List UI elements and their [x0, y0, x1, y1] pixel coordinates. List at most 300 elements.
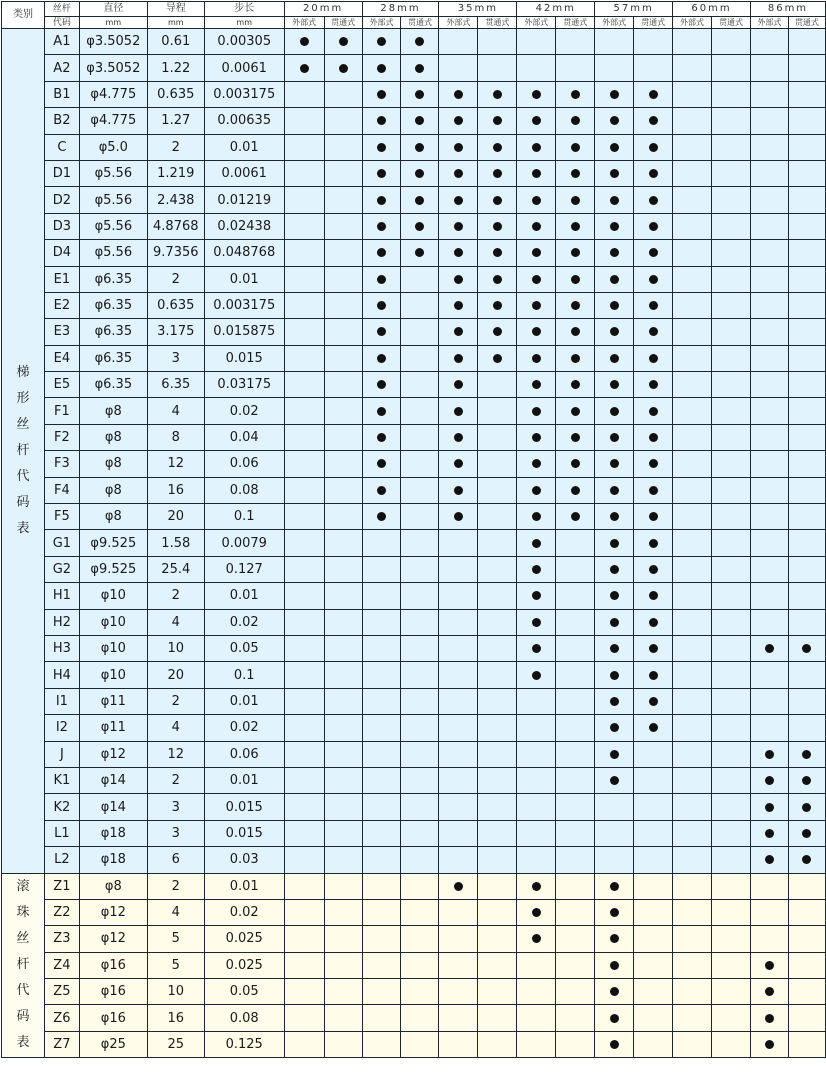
compat-cell	[634, 530, 673, 556]
compat-cell	[673, 292, 712, 318]
cell-code: F5	[44, 504, 79, 530]
compat-cell	[284, 1005, 324, 1031]
cell-step: 0.01	[204, 767, 284, 793]
compat-cell	[478, 29, 517, 55]
dot-icon	[610, 380, 619, 389]
dot-icon	[571, 248, 580, 257]
cell-step: 0.015	[204, 345, 284, 371]
compat-cell	[788, 899, 825, 925]
compat-cell	[362, 1005, 401, 1031]
compat-cell	[324, 873, 362, 899]
compat-cell	[711, 504, 750, 530]
compat-cell	[401, 715, 439, 741]
compat-cell	[401, 345, 439, 371]
compat-cell	[556, 688, 595, 714]
dot-icon	[765, 750, 774, 759]
compat-cell	[439, 266, 478, 292]
header-lead: 导程	[147, 2, 204, 17]
cell-step: 0.125	[204, 1031, 284, 1057]
dot-icon	[610, 433, 619, 442]
cell-lead: 4	[147, 899, 204, 925]
dot-icon	[649, 275, 658, 284]
dot-icon	[610, 961, 619, 970]
compat-cell	[401, 372, 439, 398]
dot-icon	[377, 407, 386, 416]
dot-icon	[377, 275, 386, 284]
compat-cell	[517, 240, 556, 266]
compat-cell	[788, 240, 825, 266]
compat-cell	[324, 1005, 362, 1031]
compat-cell	[788, 583, 825, 609]
compat-cell	[284, 345, 324, 371]
cell-code: G1	[44, 530, 79, 556]
compat-cell	[634, 556, 673, 582]
table-row	[2, 767, 826, 793]
compat-cell	[595, 873, 634, 899]
compat-cell	[517, 504, 556, 530]
compat-cell	[556, 477, 595, 503]
compat-cell	[284, 398, 324, 424]
compat-cell	[673, 952, 712, 978]
compat-cell	[362, 266, 401, 292]
compat-cell	[284, 767, 324, 793]
cell-code: H4	[44, 662, 79, 688]
dot-icon	[493, 143, 502, 152]
compat-cell	[595, 345, 634, 371]
cell-lead: 4	[147, 398, 204, 424]
dot-icon	[649, 380, 658, 389]
compat-cell	[711, 820, 750, 846]
table-row	[2, 1031, 826, 1057]
dot-icon	[493, 116, 502, 125]
compat-cell	[750, 213, 788, 239]
cell-lead: 3.175	[147, 319, 204, 345]
cell-code: E1	[44, 266, 79, 292]
cell-lead: 5	[147, 952, 204, 978]
compat-cell	[711, 767, 750, 793]
dot-icon	[765, 987, 774, 996]
category-text: 梯形丝杆代码表	[16, 364, 30, 536]
compat-cell	[401, 979, 439, 1005]
dot-icon	[610, 776, 619, 785]
dot-icon	[802, 644, 811, 653]
cell-step: 0.03175	[204, 372, 284, 398]
cell-step: 0.0079	[204, 530, 284, 556]
dot-icon	[532, 459, 541, 468]
compat-cell	[517, 1005, 556, 1031]
cell-lead: 8	[147, 424, 204, 450]
compat-cell	[284, 292, 324, 318]
cell-code: H3	[44, 635, 79, 661]
compat-cell	[595, 55, 634, 81]
compat-cell	[478, 662, 517, 688]
dot-icon	[649, 116, 658, 125]
compat-cell	[478, 81, 517, 107]
compat-cell	[517, 926, 556, 952]
dot-icon	[415, 64, 424, 73]
cell-step: 0.015	[204, 820, 284, 846]
dot-icon	[532, 486, 541, 495]
table-row	[2, 609, 826, 635]
compat-cell	[401, 29, 439, 55]
compat-cell	[517, 55, 556, 81]
compat-cell	[634, 160, 673, 186]
compat-cell	[788, 504, 825, 530]
compat-cell	[324, 292, 362, 318]
compat-cell	[362, 926, 401, 952]
cell-lead: 1.219	[147, 160, 204, 186]
dot-icon	[571, 354, 580, 363]
cell-step: 0.00305	[204, 29, 284, 55]
compat-cell	[634, 240, 673, 266]
compat-cell	[750, 899, 788, 925]
compat-cell	[284, 794, 324, 820]
header-size-28: 28mm	[362, 2, 439, 17]
table-row	[2, 266, 826, 292]
compat-cell	[556, 899, 595, 925]
compat-cell	[284, 266, 324, 292]
compat-cell	[517, 451, 556, 477]
compat-cell	[788, 424, 825, 450]
compat-cell	[750, 55, 788, 81]
compat-cell	[556, 160, 595, 186]
compat-cell	[362, 899, 401, 925]
compat-cell	[284, 952, 324, 978]
dot-icon	[415, 196, 424, 205]
compat-cell	[401, 635, 439, 661]
header-60-external: 外部式	[673, 17, 712, 29]
compat-cell	[673, 1005, 712, 1031]
compat-cell	[439, 451, 478, 477]
compat-cell	[595, 741, 634, 767]
compat-cell	[401, 451, 439, 477]
compat-cell	[478, 108, 517, 134]
compat-cell	[673, 688, 712, 714]
compat-cell	[439, 213, 478, 239]
compat-cell	[362, 134, 401, 160]
compat-cell	[595, 979, 634, 1005]
compat-cell	[750, 530, 788, 556]
compat-cell	[634, 1005, 673, 1031]
compat-cell	[439, 29, 478, 55]
compat-cell	[750, 556, 788, 582]
compat-cell	[750, 609, 788, 635]
compat-cell	[711, 583, 750, 609]
compat-cell	[595, 583, 634, 609]
compat-cell	[788, 979, 825, 1005]
compat-cell	[788, 372, 825, 398]
compat-cell	[517, 952, 556, 978]
compat-cell	[556, 319, 595, 345]
compat-cell	[750, 160, 788, 186]
dot-icon	[415, 222, 424, 231]
compat-cell	[711, 979, 750, 1005]
table-row	[2, 319, 826, 345]
dot-icon	[377, 222, 386, 231]
dot-icon	[415, 116, 424, 125]
dot-icon	[610, 882, 619, 891]
compat-cell	[788, 108, 825, 134]
dot-icon	[610, 301, 619, 310]
compat-cell	[556, 372, 595, 398]
compat-cell	[284, 477, 324, 503]
table-row	[2, 794, 826, 820]
compat-cell	[673, 899, 712, 925]
compat-cell	[324, 820, 362, 846]
compat-cell	[750, 29, 788, 55]
compat-cell	[401, 820, 439, 846]
compat-cell	[324, 926, 362, 952]
compat-cell	[750, 688, 788, 714]
compat-cell	[478, 741, 517, 767]
compat-cell	[439, 952, 478, 978]
cell-lead: 2	[147, 688, 204, 714]
cell-step: 0.127	[204, 556, 284, 582]
compat-cell	[324, 979, 362, 1005]
compat-cell	[556, 134, 595, 160]
compat-cell	[439, 55, 478, 81]
dot-icon	[454, 196, 463, 205]
dot-icon	[377, 486, 386, 495]
dot-icon	[377, 380, 386, 389]
dot-icon	[454, 275, 463, 284]
compat-cell	[673, 1031, 712, 1057]
compat-cell	[750, 952, 788, 978]
dot-icon	[532, 116, 541, 125]
compat-cell	[788, 266, 825, 292]
dot-icon	[610, 90, 619, 99]
compat-cell	[517, 134, 556, 160]
compat-cell	[673, 477, 712, 503]
compat-cell	[711, 134, 750, 160]
compat-cell	[324, 134, 362, 160]
dot-icon	[532, 591, 541, 600]
dot-icon	[649, 222, 658, 231]
compat-cell	[556, 345, 595, 371]
dot-icon	[532, 143, 541, 152]
compat-cell	[711, 81, 750, 107]
compat-cell	[634, 979, 673, 1005]
dot-icon	[649, 90, 658, 99]
table-row	[2, 372, 826, 398]
header-35-through: 贯通式	[478, 17, 517, 29]
dot-icon	[493, 248, 502, 257]
compat-cell	[362, 635, 401, 661]
compat-cell	[711, 952, 750, 978]
compat-cell	[556, 81, 595, 107]
cell-diameter: φ5.56	[79, 240, 147, 266]
compat-cell	[595, 398, 634, 424]
compat-cell	[750, 873, 788, 899]
compat-cell	[324, 635, 362, 661]
cell-step: 0.02	[204, 609, 284, 635]
compat-cell	[517, 372, 556, 398]
compat-cell	[284, 715, 324, 741]
cell-lead: 6.35	[147, 372, 204, 398]
compat-cell	[711, 319, 750, 345]
dot-icon	[454, 512, 463, 521]
compat-cell	[788, 1031, 825, 1057]
dot-icon	[454, 486, 463, 495]
compat-cell	[284, 662, 324, 688]
dot-icon	[765, 829, 774, 838]
compat-cell	[556, 530, 595, 556]
compat-cell	[711, 213, 750, 239]
compat-cell	[750, 820, 788, 846]
compat-cell	[788, 187, 825, 213]
dot-icon	[610, 327, 619, 336]
compat-cell	[595, 926, 634, 952]
table-row	[2, 715, 826, 741]
dot-icon	[571, 433, 580, 442]
compat-cell	[711, 187, 750, 213]
cell-lead: 12	[147, 741, 204, 767]
compat-cell	[673, 609, 712, 635]
cell-lead: 6	[147, 847, 204, 873]
compat-cell	[517, 873, 556, 899]
dot-icon	[454, 301, 463, 310]
compat-cell	[595, 1031, 634, 1057]
dot-icon	[532, 380, 541, 389]
compat-cell	[478, 1031, 517, 1057]
table-row	[2, 55, 826, 81]
compat-cell	[284, 240, 324, 266]
cell-step: 0.01	[204, 266, 284, 292]
cell-code: F1	[44, 398, 79, 424]
dot-icon	[532, 539, 541, 548]
compat-cell	[788, 398, 825, 424]
compat-cell	[401, 609, 439, 635]
cell-lead: 1.58	[147, 530, 204, 556]
compat-cell	[673, 266, 712, 292]
cell-step: 0.00635	[204, 108, 284, 134]
cell-diameter: φ5.56	[79, 213, 147, 239]
compat-cell	[673, 160, 712, 186]
compat-cell	[478, 319, 517, 345]
compat-cell	[750, 240, 788, 266]
compat-cell	[517, 662, 556, 688]
compat-cell	[673, 213, 712, 239]
compat-cell	[750, 477, 788, 503]
compat-cell	[788, 741, 825, 767]
dot-icon	[610, 644, 619, 653]
cell-lead: 4	[147, 715, 204, 741]
header-42-through: 贯通式	[556, 17, 595, 29]
compat-cell	[711, 1005, 750, 1031]
dot-icon	[765, 855, 774, 864]
compat-cell	[284, 583, 324, 609]
compat-cell	[788, 319, 825, 345]
cell-step: 0.01	[204, 583, 284, 609]
cell-step: 0.025	[204, 926, 284, 952]
compat-cell	[439, 134, 478, 160]
dot-icon	[802, 776, 811, 785]
compat-cell	[711, 372, 750, 398]
compat-cell	[439, 899, 478, 925]
compat-cell	[401, 134, 439, 160]
compat-cell	[673, 81, 712, 107]
compat-cell	[711, 873, 750, 899]
compat-cell	[556, 187, 595, 213]
compat-cell	[517, 345, 556, 371]
header-42-external: 外部式	[517, 17, 556, 29]
cell-lead: 3	[147, 794, 204, 820]
cell-code: I2	[44, 715, 79, 741]
dot-icon	[649, 618, 658, 627]
compat-cell	[595, 108, 634, 134]
cell-lead: 0.61	[147, 29, 204, 55]
compat-cell	[478, 187, 517, 213]
compat-cell	[284, 556, 324, 582]
compat-cell	[634, 504, 673, 530]
compat-cell	[673, 504, 712, 530]
dot-icon	[649, 459, 658, 468]
dot-icon	[377, 90, 386, 99]
dot-icon	[610, 248, 619, 257]
compat-cell	[750, 979, 788, 1005]
dot-icon	[493, 196, 502, 205]
cell-lead: 4.8768	[147, 213, 204, 239]
table-row	[2, 187, 826, 213]
table-row	[2, 213, 826, 239]
compat-cell	[324, 29, 362, 55]
compat-cell	[324, 1031, 362, 1057]
cell-code: Z2	[44, 899, 79, 925]
dot-icon	[377, 459, 386, 468]
compat-cell	[324, 187, 362, 213]
cell-lead: 10	[147, 635, 204, 661]
compat-cell	[478, 794, 517, 820]
header-row-1	[2, 2, 826, 17]
compat-cell	[673, 847, 712, 873]
dot-icon	[610, 275, 619, 284]
table-row	[2, 952, 826, 978]
compat-cell	[284, 820, 324, 846]
compat-cell	[517, 187, 556, 213]
dot-icon	[571, 486, 580, 495]
cell-lead: 5	[147, 926, 204, 952]
compat-cell	[711, 635, 750, 661]
compat-cell	[478, 1005, 517, 1031]
compat-cell	[556, 451, 595, 477]
compat-cell	[362, 55, 401, 81]
compat-cell	[595, 29, 634, 55]
header-step: 步长	[204, 2, 284, 17]
cell-diameter: φ12	[79, 926, 147, 952]
compat-cell	[634, 319, 673, 345]
compat-cell	[750, 266, 788, 292]
compat-cell	[439, 1005, 478, 1031]
compat-cell	[401, 240, 439, 266]
compat-cell	[750, 1031, 788, 1057]
dot-icon	[532, 222, 541, 231]
compat-cell	[478, 266, 517, 292]
dot-icon	[532, 90, 541, 99]
dot-icon	[377, 169, 386, 178]
cell-diameter: φ25	[79, 1031, 147, 1057]
compat-cell	[711, 926, 750, 952]
table-row	[2, 820, 826, 846]
compat-cell	[517, 715, 556, 741]
dot-icon	[532, 275, 541, 284]
dot-icon	[300, 64, 309, 73]
dot-icon	[571, 275, 580, 284]
compat-cell	[711, 55, 750, 81]
compat-cell	[556, 767, 595, 793]
table-row	[2, 477, 826, 503]
cell-lead: 0.635	[147, 292, 204, 318]
cell-lead: 3	[147, 345, 204, 371]
